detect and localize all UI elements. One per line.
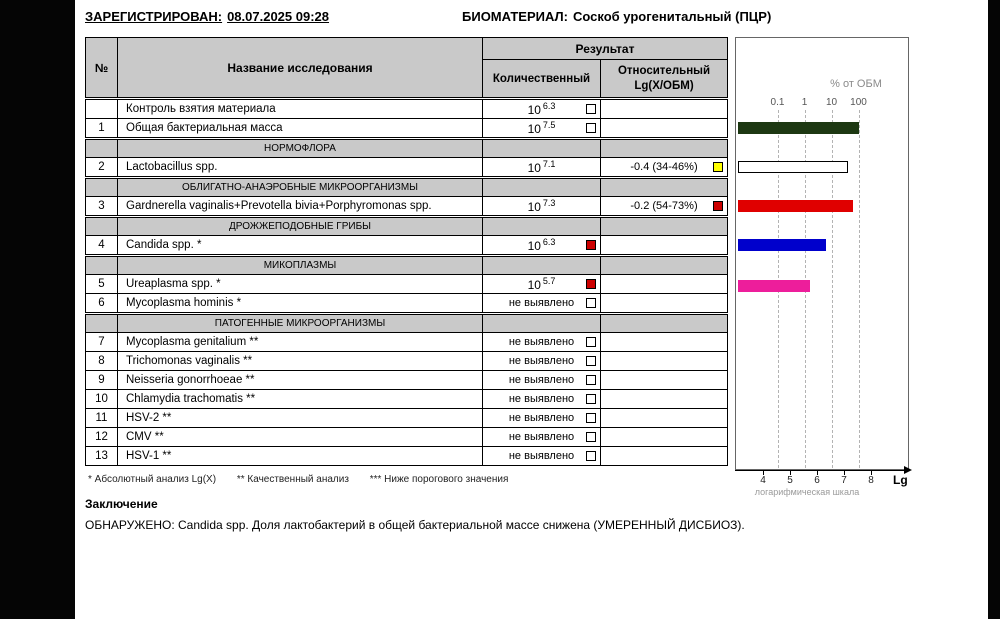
quant-value: 10 $^{7.3}$ — [527, 198, 556, 214]
row-relative-result — [600, 294, 727, 312]
row-quantitative-result — [482, 158, 600, 176]
chart-percent-tick: 100 — [850, 97, 867, 108]
quant-value: 10 $^{7.5}$ — [527, 120, 556, 136]
row-relative-result — [600, 236, 727, 254]
result-checkbox — [586, 337, 596, 347]
table-row — [86, 371, 727, 390]
col-header-number: № — [94, 60, 109, 75]
table-block — [85, 314, 728, 466]
row-test-name: HSV-1 ** — [117, 447, 482, 465]
section-empty-rel — [600, 140, 727, 157]
result-checkbox — [713, 201, 723, 211]
table-row — [86, 428, 727, 447]
axis-tick-label: 7 — [841, 475, 847, 486]
row-test-name: Chlamydia trachomatis ** — [117, 390, 482, 408]
footnotes — [88, 474, 526, 485]
chart-percent-tick: 0.1 — [770, 97, 785, 108]
table-block — [85, 217, 728, 255]
section-empty-quant — [482, 257, 600, 274]
row-number: 11 — [95, 412, 108, 424]
table-row — [86, 100, 727, 119]
result-checkbox — [586, 240, 596, 250]
chart-bar — [738, 200, 853, 212]
section-empty-rel — [600, 257, 727, 274]
table-row — [86, 333, 727, 352]
table-row — [86, 409, 727, 428]
table-header — [85, 37, 728, 98]
row-quantitative-result — [482, 275, 600, 293]
quant-text: не выявлено — [508, 374, 575, 386]
section-row — [86, 179, 727, 197]
row-quantitative-result — [482, 409, 600, 427]
right-black-margin — [988, 0, 1000, 619]
footnote-threshold: *** Ниже порогового значения — [369, 474, 509, 485]
axis-tick-label: 8 — [868, 475, 874, 486]
table-row — [86, 275, 727, 294]
row-test-name: Ureaplasma spp. * — [117, 275, 482, 293]
row-number: 7 — [98, 336, 105, 348]
row-test-name: Trichomonas vaginalis ** — [117, 352, 482, 370]
row-number — [86, 100, 117, 118]
quant-value: 10 $^{5.7}$ — [527, 276, 556, 292]
col-header-relative — [600, 59, 727, 97]
results-table — [85, 37, 728, 467]
row-relative-result — [600, 197, 727, 215]
biomaterial-value: Соскоб урогенитальный (ПЦР) — [573, 9, 772, 24]
row-relative-result — [600, 371, 727, 389]
axis-line — [735, 470, 905, 471]
section-row — [86, 315, 727, 333]
chart-bar — [738, 239, 826, 251]
col-header-result: Результат — [482, 38, 727, 59]
table-row — [86, 158, 727, 176]
quant-text: не выявлено — [508, 336, 575, 348]
row-relative-result — [600, 119, 727, 137]
section-row — [86, 218, 727, 236]
row-relative-result — [600, 100, 727, 118]
section-empty-rel — [600, 218, 727, 235]
section-label: ПАТОГЕННЫЕ МИКРООРГАНИЗМЫ — [117, 315, 482, 332]
table-body — [85, 99, 728, 466]
row-relative-result — [600, 390, 727, 408]
row-quantitative-result — [482, 333, 600, 351]
conclusion-section — [85, 497, 965, 532]
row-number: 2 — [98, 161, 105, 173]
obm-percent-chart — [735, 37, 909, 470]
row-number: 6 — [98, 297, 105, 309]
axis-tick-label: 4 — [760, 475, 766, 486]
row-test-name: Контроль взятия материала — [117, 100, 482, 118]
registered-value: 08.07.2025 09:28 — [227, 9, 330, 24]
row-quantitative-result — [482, 428, 600, 446]
col-header-relative-line1: Относительный — [617, 65, 711, 78]
chart-bar — [738, 161, 848, 173]
axis-tick-label: 6 — [814, 475, 820, 486]
result-checkbox — [586, 413, 596, 423]
result-checkbox — [586, 298, 596, 308]
row-test-name: Mycoplasma hominis * — [117, 294, 482, 312]
chart-gridline — [859, 110, 860, 468]
result-checkbox — [586, 394, 596, 404]
row-test-name: Candida spp. * — [117, 236, 482, 254]
result-checkbox — [586, 104, 596, 114]
result-checkbox — [586, 279, 596, 289]
row-test-name: Общая бактериальная масса — [117, 119, 482, 137]
section-empty-num — [86, 315, 117, 332]
section-row — [86, 257, 727, 275]
quant-text: не выявлено — [508, 393, 575, 405]
axis-scale-note: логарифмическая шкала — [754, 487, 860, 497]
quant-text: не выявлено — [508, 355, 575, 367]
relative-value: -0.2 (54-73%) — [630, 200, 698, 212]
table-row — [86, 352, 727, 371]
table-block — [85, 99, 728, 138]
biomaterial-line — [462, 9, 771, 24]
chart-bar — [738, 280, 810, 292]
registration-datetime — [85, 9, 329, 24]
section-label: ДРОЖЖЕПОДОБНЫЕ ГРИБЫ — [117, 218, 482, 235]
row-relative-result — [600, 428, 727, 446]
row-number: 9 — [98, 374, 105, 386]
row-relative-result — [600, 158, 727, 176]
col-header-quantitative: Количественный — [482, 59, 600, 97]
section-empty-quant — [482, 218, 600, 235]
quant-text: не выявлено — [508, 431, 575, 443]
row-test-name: Mycoplasma genitalium ** — [117, 333, 482, 351]
row-quantitative-result — [482, 119, 600, 137]
table-row — [86, 447, 727, 465]
section-label: ОБЛИГАТНО-АНАЭРОБНЫЕ МИКРООРГАНИЗМЫ — [117, 179, 482, 196]
section-empty-num — [86, 179, 117, 196]
section-label: МИКОПЛАЗМЫ — [117, 257, 482, 274]
chart-title: % от ОБМ — [830, 78, 882, 90]
chart-percent-tick: 10 — [825, 97, 838, 108]
table-block — [85, 139, 728, 177]
conclusion-text: ОБНАРУЖЕНО: Candida spp. Доля лактобактерий в общей бактериальной массе снижена (УМЕРЕННЫЙ ДИСБИОЗ). — [85, 518, 745, 532]
table-row — [86, 236, 727, 254]
quant-text: не выявлено — [508, 450, 575, 462]
row-test-name: HSV-2 ** — [117, 409, 482, 427]
row-number: 13 — [95, 450, 108, 462]
row-test-name: Gardnerella vaginalis+Prevotella bivia+Porphyromonas spp. — [117, 197, 482, 215]
table-row — [86, 119, 727, 137]
row-quantitative-result — [482, 390, 600, 408]
row-quantitative-result — [482, 294, 600, 312]
quant-value: 10 $^{6.3}$ — [527, 101, 556, 117]
row-number: 3 — [98, 200, 105, 212]
axis-lg-label: Lg — [893, 473, 908, 487]
table-block — [85, 178, 728, 216]
col-header-relative-line2: Lg(X/ОБМ) — [634, 79, 694, 92]
row-number: 1 — [98, 122, 105, 134]
row-test-name: Lactobacillus spp. — [117, 158, 482, 176]
row-number: 10 — [95, 393, 108, 405]
row-quantitative-result — [482, 352, 600, 370]
section-empty-num — [86, 257, 117, 274]
section-label: НОРМОФЛОРА — [117, 140, 482, 157]
row-quantitative-result — [482, 371, 600, 389]
result-checkbox — [586, 375, 596, 385]
row-quantitative-result — [482, 236, 600, 254]
row-quantitative-result — [482, 100, 600, 118]
section-empty-num — [86, 218, 117, 235]
row-test-name: CMV ** — [117, 428, 482, 446]
section-empty-quant — [482, 179, 600, 196]
footnote-absolute: * Абсолютный анализ Lg(X) — [88, 474, 217, 485]
row-test-name: Neisseria gonorrhoeae ** — [117, 371, 482, 389]
row-number: 4 — [98, 239, 105, 251]
row-relative-result — [600, 275, 727, 293]
row-number: 12 — [95, 431, 108, 443]
registered-label: ЗАРЕГИСТРИРОВАН: — [85, 9, 223, 24]
result-checkbox — [586, 356, 596, 366]
row-quantitative-result — [482, 447, 600, 465]
table-row — [86, 197, 727, 215]
quant-text: не выявлено — [508, 297, 575, 309]
conclusion-title: Заключение — [85, 497, 158, 511]
chart-bar — [738, 122, 859, 134]
quant-value: 10 $^{7.1}$ — [527, 159, 556, 175]
result-checkbox — [586, 432, 596, 442]
row-relative-result — [600, 409, 727, 427]
section-row — [86, 140, 727, 158]
section-empty-quant — [482, 315, 600, 332]
section-empty-rel — [600, 179, 727, 196]
quant-value: 10 $^{6.3}$ — [527, 237, 556, 253]
result-checkbox — [586, 451, 596, 461]
axis-tick-label: 5 — [787, 475, 793, 486]
relative-value: -0.4 (34-46%) — [630, 161, 698, 173]
row-number: 8 — [98, 355, 105, 367]
row-relative-result — [600, 352, 727, 370]
col-header-test-name: Название исследования — [117, 38, 482, 97]
result-checkbox — [586, 123, 596, 133]
table-block — [85, 256, 728, 313]
row-quantitative-result — [482, 197, 600, 215]
section-empty-num — [86, 140, 117, 157]
biomaterial-label: БИОМАТЕРИАЛ: — [462, 9, 568, 24]
row-relative-result — [600, 333, 727, 351]
section-empty-quant — [482, 140, 600, 157]
table-row — [86, 390, 727, 409]
left-black-margin — [0, 0, 75, 619]
chart-percent-tick: 1 — [801, 97, 808, 108]
row-number: 5 — [98, 278, 105, 290]
table-row — [86, 294, 727, 312]
quant-text: не выявлено — [508, 412, 575, 424]
section-empty-rel — [600, 315, 727, 332]
footnote-qualitative: ** Качественный анализ — [236, 474, 349, 485]
row-relative-result — [600, 447, 727, 465]
result-checkbox — [713, 162, 723, 172]
